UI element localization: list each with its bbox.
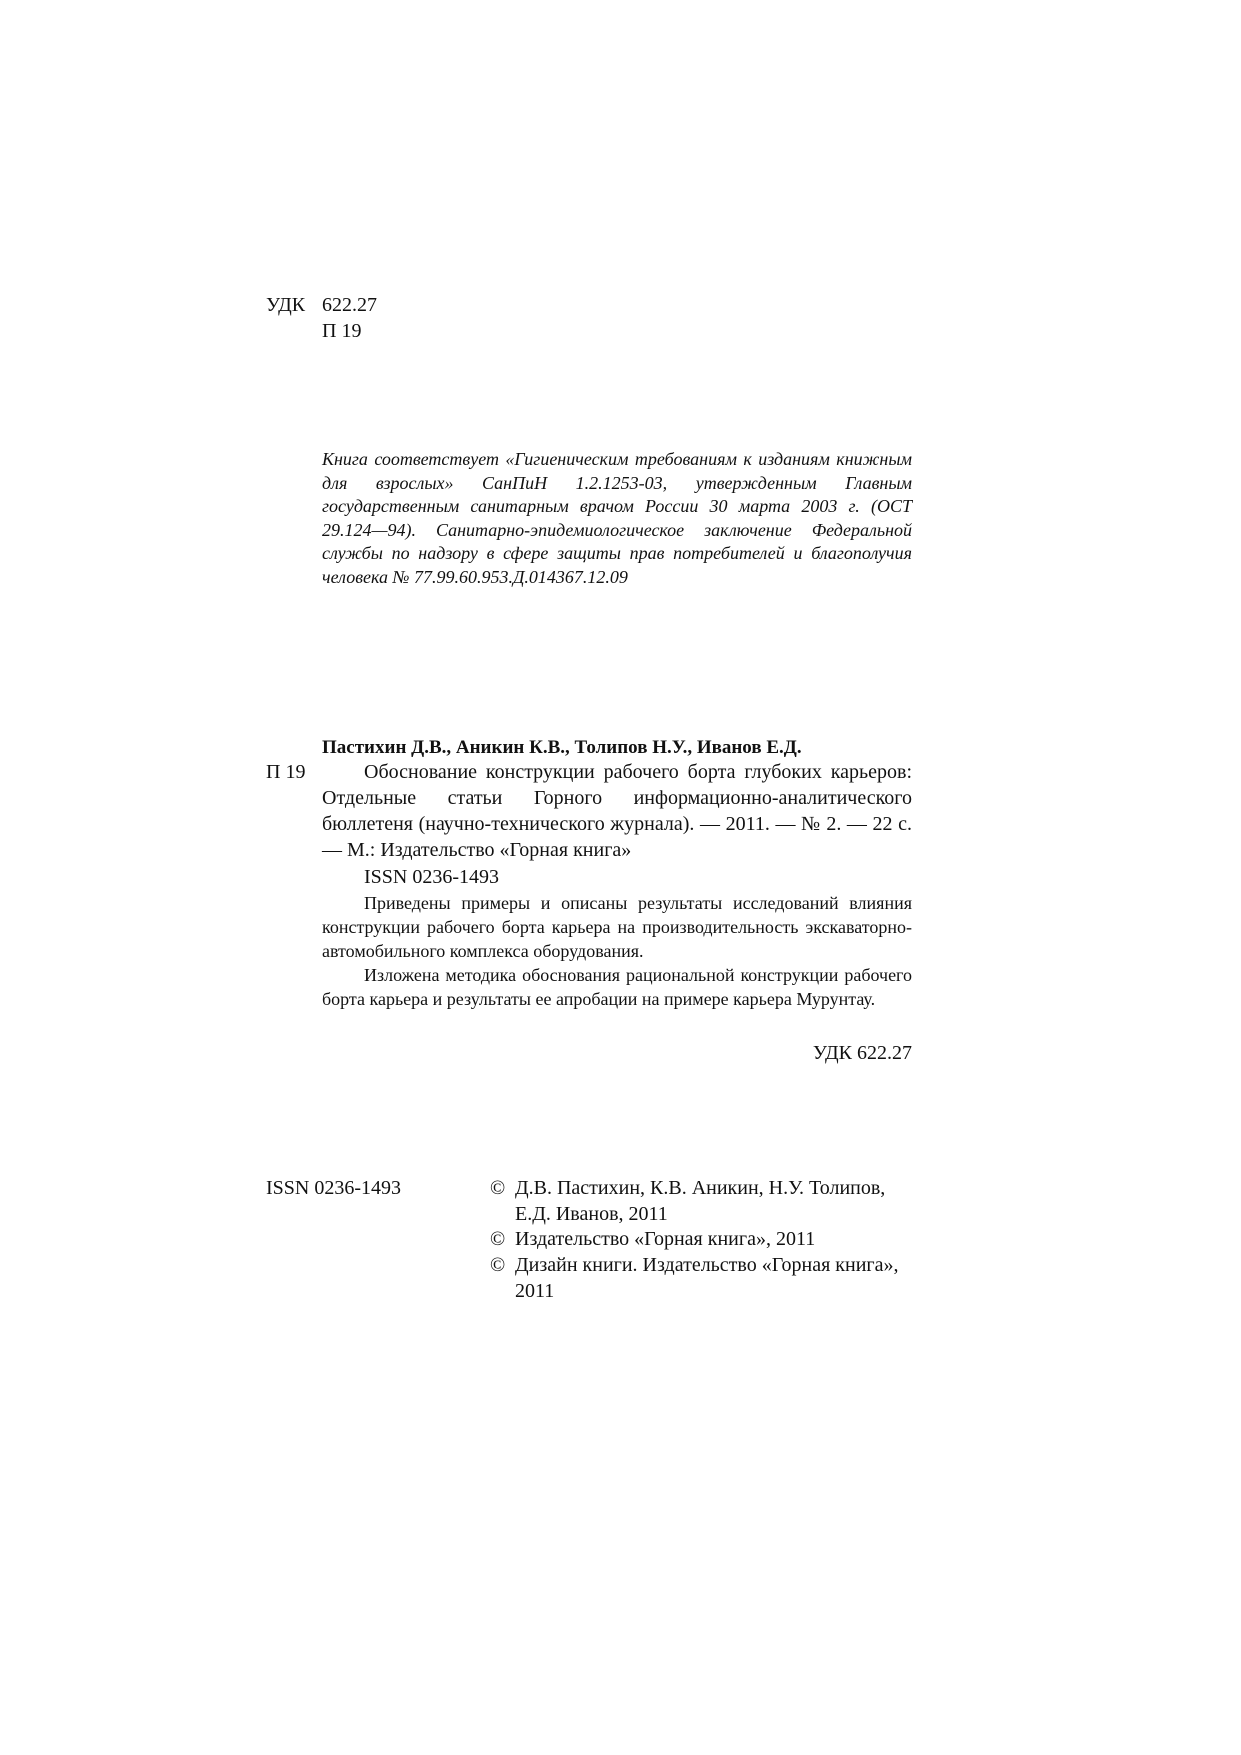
abstract-paragraph-2: Изложена методика обоснования рациональной конструкции рабочего борта карьера и результаты ее апробации на примере карьера Мурунтау.	[322, 965, 912, 1009]
copyright-design: Дизайн книги. Издательство «Горная книга», 2011	[515, 1254, 899, 1302]
card-udk: УДК 622.27	[812, 1042, 912, 1064]
copyright-symbol-1: ©	[490, 1177, 506, 1199]
footer-issn: ISSN 0236-1493	[266, 1177, 402, 1199]
udk-label: УДК	[266, 294, 306, 316]
catalog-index: П 19	[266, 761, 306, 783]
copyright-symbol-3: ©	[490, 1254, 506, 1276]
bibliographic-description: Обоснование конструкции рабочего борта глубоких карьеров: Отдельные статьи Горного информационно-аналитического бюллетеня (научно-технического журнала). — 2011. — № 2. — 22 с.— М.: Издательство «Горная книга»	[322, 761, 912, 861]
copyright-symbol-2: ©	[490, 1228, 506, 1250]
abstract-paragraph-1: Приведены примеры и описаны результаты исследований влияния конструкции рабочего борта карьера на производительность экскаваторно-автомобильного комплекса оборудования.	[322, 893, 912, 961]
copyright-publisher: Издательство «Горная книга», 2011	[515, 1228, 816, 1250]
authors: Пастихин Д.В., Аникин К.В., Толипов Н.У., Иванов Е.Д.	[322, 737, 802, 758]
copyright-authors: Д.В. Пастихин, К.В. Аникин, Н.У. Толипов, Е.Д. Иванов, 2011	[515, 1177, 886, 1225]
card-issn: ISSN 0236-1493	[364, 866, 500, 888]
library-index: П 19	[322, 320, 362, 342]
udk-code: 622.27	[322, 294, 377, 316]
hygiene-notice: Книга соответствует «Гигиеническим требованиям к изданиям книжным для взрослых» СанПиН 1.2.1253-03, утвержденным Главным государственным санитарным врачом России 30 марта 2003 г. (ОСТ 29.124—94). Санитарно-эпидемиологическое заключение Федеральной службы по надзору в сфере защиты прав потребителей и благополучия человека № 77.99.60.953.Д.014367.12.09	[322, 449, 912, 587]
